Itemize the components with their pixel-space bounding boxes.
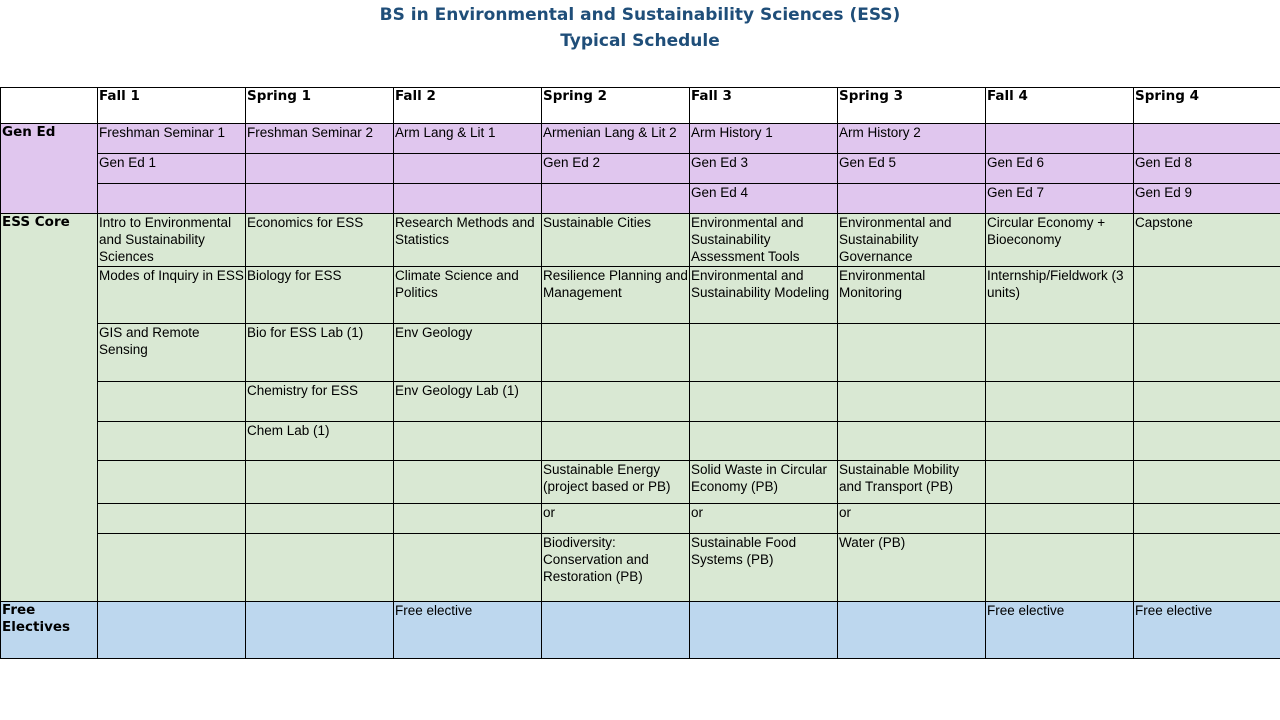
course-cell: Sustainable Mobility and Transport (PB) (838, 461, 986, 504)
column-header: Fall 4 (986, 88, 1134, 124)
course-cell: Arm History 1 (690, 124, 838, 154)
course-cell: Chem Lab (1) (246, 422, 394, 461)
course-cell: Environmental and Sustainability Modeling (690, 267, 838, 324)
course-cell (394, 184, 542, 214)
gen-ed-row (1, 184, 1280, 214)
course-cell: Chemistry for ESS (246, 382, 394, 422)
column-header: Spring 2 (542, 88, 690, 124)
course-cell (838, 324, 986, 382)
course-cell (542, 602, 690, 659)
course-cell (98, 184, 246, 214)
course-cell: Capstone (1134, 214, 1280, 267)
course-cell: Solid Waste in Circular Economy (PB) (690, 461, 838, 504)
course-cell: Freshman Seminar 1 (98, 124, 246, 154)
course-cell: Gen Ed 9 (1134, 184, 1280, 214)
course-cell: Free elective (394, 602, 542, 659)
course-cell (838, 184, 986, 214)
course-cell: Sustainable Energy (project based or PB) (542, 461, 690, 504)
gen-ed-row (1, 124, 1280, 154)
title-line-1: BS in Environmental and Sustainability Sciences (ESS) (379, 5, 901, 25)
course-cell: Armenian Lang & Lit 2 (542, 124, 690, 154)
page-title (0, 2, 1280, 54)
ess-core-row (1, 504, 1280, 534)
course-cell (542, 324, 690, 382)
course-cell: Sustainable Food Systems (PB) (690, 534, 838, 602)
course-cell: or (542, 504, 690, 534)
ess-core-row (1, 534, 1280, 602)
course-cell: Arm History 2 (838, 124, 986, 154)
ess-core-row (1, 324, 1280, 382)
course-cell (986, 504, 1134, 534)
column-header: Fall 1 (98, 88, 246, 124)
course-cell: Climate Science and Politics (394, 267, 542, 324)
course-cell: Biology for ESS (246, 267, 394, 324)
course-cell: Environmental and Sustainability Governance (838, 214, 986, 267)
course-cell (542, 382, 690, 422)
course-cell (986, 461, 1134, 504)
course-cell (986, 422, 1134, 461)
course-cell: Economics for ESS (246, 214, 394, 267)
column-header: Fall 3 (690, 88, 838, 124)
course-cell (690, 382, 838, 422)
course-cell: Gen Ed 1 (98, 154, 246, 184)
course-cell: Circular Economy + Bioeconomy (986, 214, 1134, 267)
course-cell (394, 461, 542, 504)
course-cell: GIS and Remote Sensing (98, 324, 246, 382)
course-cell (246, 461, 394, 504)
course-cell (838, 382, 986, 422)
course-cell: Gen Ed 8 (1134, 154, 1280, 184)
course-cell: Gen Ed 3 (690, 154, 838, 184)
course-cell (690, 422, 838, 461)
course-cell: Gen Ed 5 (838, 154, 986, 184)
course-cell (394, 154, 542, 184)
free-electives-row (1, 602, 1280, 659)
course-cell: Free elective (986, 602, 1134, 659)
course-cell (838, 602, 986, 659)
course-cell (838, 422, 986, 461)
column-header: Spring 3 (838, 88, 986, 124)
course-cell (98, 534, 246, 602)
course-cell (1134, 422, 1280, 461)
course-cell: Freshman Seminar 2 (246, 124, 394, 154)
course-cell (1134, 382, 1280, 422)
course-cell (98, 461, 246, 504)
column-header: Spring 4 (1134, 88, 1280, 124)
course-cell: Gen Ed 7 (986, 184, 1134, 214)
course-cell (394, 504, 542, 534)
course-cell (690, 324, 838, 382)
course-cell (394, 422, 542, 461)
course-cell: or (690, 504, 838, 534)
course-cell: Gen Ed 4 (690, 184, 838, 214)
course-cell (246, 534, 394, 602)
course-cell: Gen Ed 6 (986, 154, 1134, 184)
course-cell: Gen Ed 2 (542, 154, 690, 184)
corner-cell (1, 88, 98, 124)
ess-core-row (1, 267, 1280, 324)
course-cell (1134, 534, 1280, 602)
column-header: Spring 1 (246, 88, 394, 124)
course-cell: Bio for ESS Lab (1) (246, 324, 394, 382)
gen-ed-row (1, 154, 1280, 184)
course-cell (542, 184, 690, 214)
header-row (1, 88, 1280, 124)
course-cell: Biodiversity: Conservation and Restoration (PB) (542, 534, 690, 602)
course-cell (98, 504, 246, 534)
course-cell: Intro to Environmental and Sustainability Sciences (98, 214, 246, 267)
course-cell: or (838, 504, 986, 534)
course-cell (1134, 124, 1280, 154)
course-cell (246, 602, 394, 659)
course-cell (986, 324, 1134, 382)
course-cell (1134, 324, 1280, 382)
course-cell (394, 534, 542, 602)
section-label: Free Electives (1, 602, 98, 659)
course-cell: Sustainable Cities (542, 214, 690, 267)
course-cell: Water (PB) (838, 534, 986, 602)
course-cell (246, 184, 394, 214)
course-cell: Internship/Fieldwork (3 units) (986, 267, 1134, 324)
course-cell (986, 124, 1134, 154)
course-cell (246, 504, 394, 534)
course-cell (246, 154, 394, 184)
ess-core-row (1, 214, 1280, 267)
schedule-table (0, 87, 1280, 659)
course-cell (98, 382, 246, 422)
course-cell (1134, 504, 1280, 534)
course-cell: Environmental Monitoring (838, 267, 986, 324)
course-cell (98, 422, 246, 461)
ess-core-row (1, 382, 1280, 422)
course-cell (986, 382, 1134, 422)
course-cell: Research Methods and Statistics (394, 214, 542, 267)
ess-core-row (1, 461, 1280, 504)
course-cell: Env Geology (394, 324, 542, 382)
course-cell (1134, 267, 1280, 324)
course-cell (542, 422, 690, 461)
course-cell (690, 602, 838, 659)
course-cell (986, 534, 1134, 602)
course-cell: Modes of Inquiry in ESS (98, 267, 246, 324)
title-line-2: Typical Schedule (560, 31, 720, 51)
course-cell: Arm Lang & Lit 1 (394, 124, 542, 154)
course-cell (98, 602, 246, 659)
ess-core-row (1, 422, 1280, 461)
section-label: Gen Ed (1, 124, 98, 214)
course-cell: Free elective (1134, 602, 1280, 659)
column-header: Fall 2 (394, 88, 542, 124)
course-cell (1134, 461, 1280, 504)
course-cell: Resilience Planning and Management (542, 267, 690, 324)
section-label: ESS Core (1, 214, 98, 602)
course-cell: Environmental and Sustainability Assessment Tools (690, 214, 838, 267)
course-cell: Env Geology Lab (1) (394, 382, 542, 422)
